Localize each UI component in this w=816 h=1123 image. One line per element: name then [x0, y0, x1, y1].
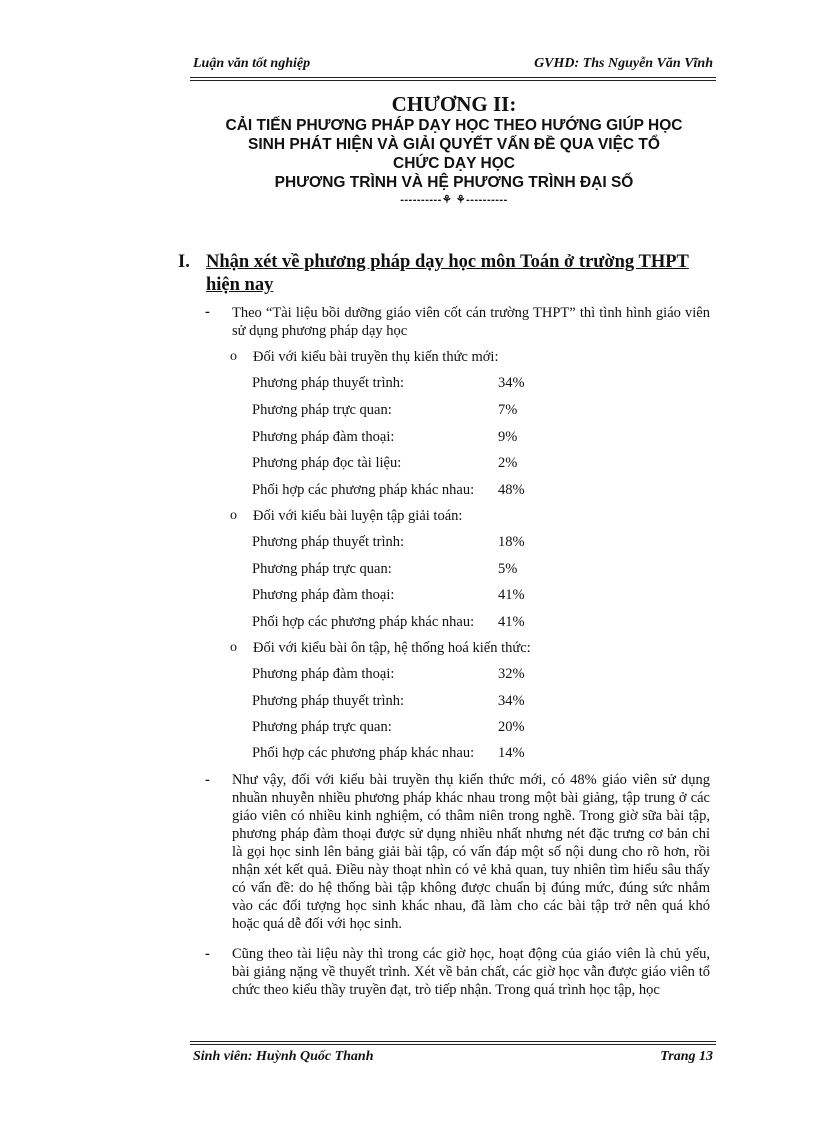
footer-student: Sinh viên: Huỳnh Quốc Thanh: [193, 1049, 374, 1064]
method-label: Phối hợp các phương pháp khác nhau:: [252, 745, 475, 761]
method-percent: 41%: [498, 614, 525, 630]
section-title: Nhận xét về phương pháp dạy học môn Toán ở trường THPT hiện nay: [206, 252, 689, 295]
method-label: Phối hợp các phương pháp khác nhau:: [252, 614, 475, 630]
method-label: Phương pháp đàm thoại:: [252, 666, 395, 682]
group-title: Đối với kiểu bài luyện tập giải toán:: [253, 508, 463, 524]
method-percent: 34%: [498, 693, 525, 709]
method-label: Phương pháp trực quan:: [252, 719, 392, 735]
method-percent: 9%: [498, 429, 518, 445]
sub-bullet-icon: o: [230, 640, 237, 655]
bullet-dash: -: [205, 304, 210, 320]
method-percent: 20%: [498, 719, 525, 735]
chapter-title-line-2: SINH PHÁT HIỆN VÀ GIẢI QUYẾT VẤN ĐỀ QUA VIỆC TỔ: [248, 136, 660, 153]
method-percent: 5%: [498, 561, 518, 577]
chapter-title-line-1: CẢI TIẾN PHƯƠNG PHÁP DẠY HỌC THEO HƯỚNG GIÚP HỌC: [225, 117, 683, 134]
method-label: Phối hợp các phương pháp khác nhau:: [252, 482, 475, 498]
page-footer: [193, 1049, 713, 1065]
footer-rule-thin: [190, 1041, 716, 1042]
method-percent: 32%: [498, 666, 525, 682]
method-label: Phương pháp đọc tài liệu:: [252, 455, 402, 471]
group-title: Đối với kiểu bài ôn tập, hệ thống hoá kiến thức:: [253, 640, 531, 656]
method-label: Phương pháp đàm thoại:: [252, 587, 395, 603]
bullet-dash: -: [205, 772, 210, 788]
bullet-dash: -: [205, 946, 210, 962]
analysis-paragraph: Như vậy, đối với kiểu bài truyền thụ kiến thức mới, có 48% giáo viên sử dụng nhuần nhuyễn nhiều phương pháp khác nhau trong một bài giảng, tập trung ở các giáo viên có nhiều kinh nghiệm, có thâm niên trong nghề. Trong giờ sữa bài tập, phương pháp đàm thoại được sử dụng nhiều nhất nhưng nét đặc trưng cơ bản chỉ là gọi học sinh lên bảng giải bài tập, có vấn đáp một số nội dung cho rõ hơn, rồi nhận xét kết quả. Điều này thoạt nhìn có vẻ khả quan, tuy nhiên tìm hiểu sâu thấy có vấn đề: do hệ thống bài tập không được chuẩn bị đúng mức, đúng sức nhắm vào các đối tượng học sinh khác nhau, đã làm cho các bài tập trở nên quá khó hoặc quá dễ đối với học sinh.: [232, 772, 710, 932]
intro-paragraph: Theo “Tài liệu bồi dưỡng giáo viên cốt cán trường THPT” thì tình hình giáo viên sử dụng phương pháp dạy học: [232, 305, 710, 339]
method-percent: 7%: [498, 402, 518, 418]
method-label: Phương pháp trực quan:: [252, 561, 392, 577]
chapter-title-line-3: CHỨC DẠY HỌC: [393, 155, 515, 172]
header-thesis-label: Luận văn tốt nghiệp: [193, 56, 311, 71]
method-label: Phương pháp thuyết trình:: [252, 375, 405, 391]
title-divider: ----------⚘ ⚘----------: [400, 194, 508, 206]
method-percent: 18%: [498, 534, 525, 550]
method-label: Phương pháp trực quan:: [252, 402, 392, 418]
method-percent: 34%: [498, 375, 525, 391]
sub-bullet-icon: o: [230, 349, 237, 364]
method-percent: 41%: [498, 587, 525, 603]
chapter-title-line-4: PHƯƠNG TRÌNH VÀ HỆ PHƯƠNG TRÌNH ĐẠI SỐ: [274, 174, 634, 191]
chapter-number: CHƯƠNG II:: [391, 92, 517, 116]
page-number: Trang 13: [660, 1049, 713, 1064]
teaching-activity-paragraph: Cũng theo tài liệu này thì trong các giờ học, hoạt động của giáo viên là chủ yếu, bài giảng nặng về thuyết trình. Xét về bản chất, các giờ học vẫn được giáo viên tổ chức theo kiểu thầy truyền đạt, trò tiếp nhận. Trong quá trình học tập, học: [232, 946, 710, 998]
page-header: [193, 56, 713, 72]
section-number: I.: [178, 252, 190, 272]
header-rule: [190, 77, 716, 78]
method-label: Phương pháp thuyết trình:: [252, 693, 405, 709]
sub-bullet-icon: o: [230, 508, 237, 523]
group-title: Đối với kiểu bài truyền thụ kiến thức mới:: [253, 349, 499, 365]
footer-rule: [190, 1044, 716, 1045]
method-percent: 48%: [498, 482, 525, 498]
chapter-title-block: [190, 92, 718, 206]
header-advisor: GVHD: Ths Nguyễn Văn Vĩnh: [534, 56, 713, 71]
method-label: Phương pháp thuyết trình:: [252, 534, 405, 550]
method-percent: 2%: [498, 455, 518, 471]
method-label: Phương pháp đàm thoại:: [252, 429, 395, 445]
header-rule-thin: [190, 80, 716, 81]
method-percent: 14%: [498, 745, 525, 761]
